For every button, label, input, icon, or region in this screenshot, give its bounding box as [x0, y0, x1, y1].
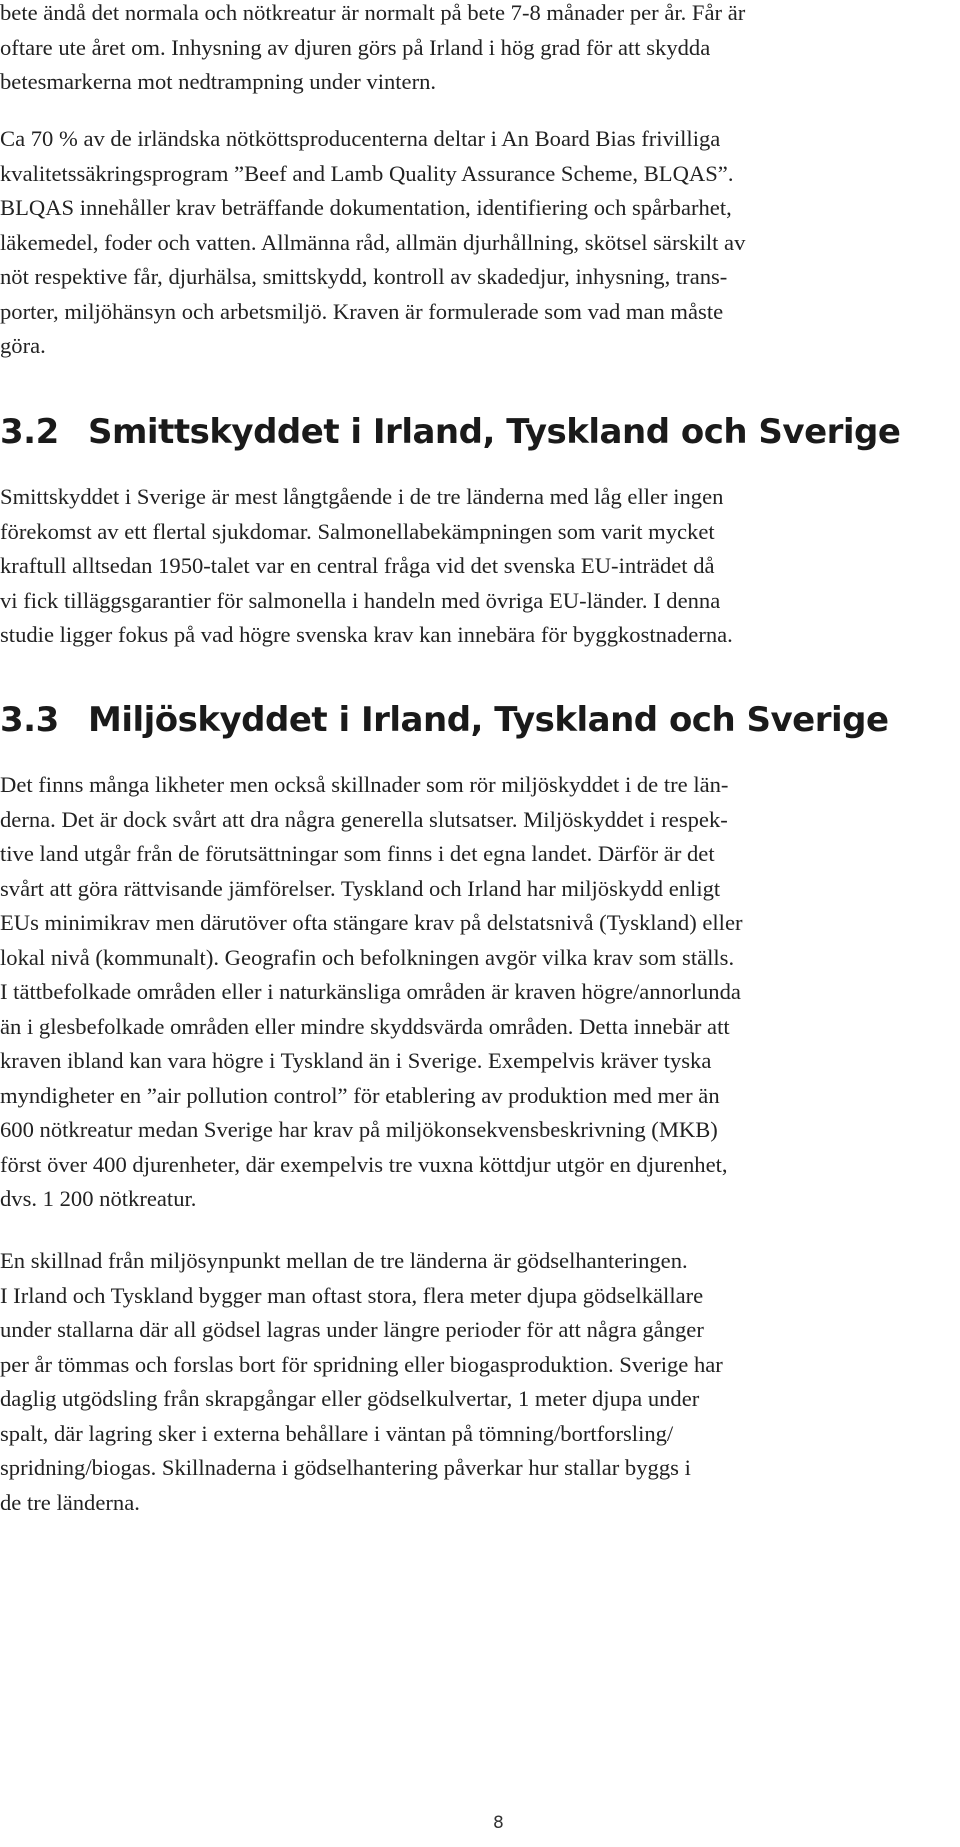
- text-line: studie ligger fokus på vad högre svenska krav kan innebära för byggkostnaderna.: [0, 622, 733, 647]
- section-title: Smittskyddet i Irland, Tyskland och Sverige: [88, 412, 901, 452]
- text-line: tive land utgår från de förutsättningar som finns i det egna landet. Därför är det: [0, 841, 715, 866]
- text-line: myndigheter en ”air pollution control” för etablering av produktion med mer än: [0, 1082, 720, 1108]
- text-line: lokal nivå (kommunalt). Geografin och befolkningen avgör vilka krav som ställs.: [0, 944, 735, 970]
- text-line: per år tömmas och forslas bort för spridning eller biogasproduktion. Sverige har: [0, 1351, 723, 1377]
- text-line: dvs. 1 200 nötkreatur.: [0, 1186, 197, 1211]
- text-line: kraven ibland kan vara högre i Tyskland än i Sverige. Exempelvis kräver tyska: [0, 1048, 712, 1073]
- text-line: derna. Det är dock svårt att dra några generella slutsatser. Miljöskyddet i respek-: [0, 806, 728, 832]
- text-line: En skillnad från miljösynpunkt mellan de tre länderna är gödselhanteringen.: [0, 1248, 688, 1273]
- text-line: Ca 70 % av de irländska nötköttsproducenterna deltar i An Board Bias frivilliga: [0, 126, 721, 151]
- paragraph-smittskydd: [0, 480, 930, 653]
- text-line: daglig utgödsling från skrapgångar eller gödselkulvertar, 1 meter djupa under: [0, 1386, 700, 1411]
- text-line: Smittskyddet i Sverige är mest långtgående i de tre länderna med låg eller ingen: [0, 484, 724, 509]
- text-line: porter, miljöhänsyn och arbetsmiljö. Kraven är formulerade som vad man måste: [0, 298, 724, 324]
- text-line: oftare ute året om. Inhysning av djuren görs på Irland i hög grad för att skydda: [0, 34, 711, 60]
- paragraph-blqas: [0, 122, 930, 364]
- text-line: förekomst av ett flertal sjukdomar. Salmonellabekämpningen som varit mycket: [0, 518, 715, 544]
- section-heading-3-2: [0, 410, 900, 454]
- text-line: spalt, där lagring sker i externa behållare i väntan på tömning/bortforsling/: [0, 1420, 674, 1446]
- text-line: kvalitetssäkringsprogram ”Beef and Lamb Quality Assurance Scheme, BLQAS”.: [0, 160, 734, 186]
- paragraph-godselhantering: [0, 1244, 930, 1520]
- text-line: än i glesbefolkade områden eller mindre skyddsvärda områden. Detta innebär att: [0, 1013, 730, 1039]
- text-line: svårt att göra rättvisande jämförelser. Tyskland och Irland har miljöskydd enligt: [0, 875, 721, 901]
- section-number: 3.2: [0, 412, 59, 452]
- paragraph-miljoskydd: [0, 768, 930, 1217]
- section-heading-3-3: [0, 698, 889, 742]
- text-line: I tättbefolkade områden eller i naturkänsliga områden är kraven högre/annorlunda: [0, 979, 741, 1004]
- text-line: spridning/biogas. Skillnaderna i gödselhantering påverkar hur stallar byggs i: [0, 1455, 691, 1480]
- text-line: betesmarkerna mot nedtrampning under vintern.: [0, 69, 437, 94]
- text-line: nöt respektive får, djurhälsa, smittskydd, kontroll av skadedjur, inhysning, trans-: [0, 264, 728, 289]
- text-line: göra.: [0, 333, 46, 358]
- text-line: läkemedel, foder och vatten. Allmänna råd, allmän djurhållning, skötsel särskilt av: [0, 229, 746, 255]
- text-line: de tre länderna.: [0, 1489, 140, 1515]
- text-line: under stallarna där all gödsel lagras under längre perioder för att några gånger: [0, 1317, 704, 1342]
- section-number: 3.3: [0, 700, 59, 740]
- text-line: BLQAS innehåller krav beträffande dokumentation, identifiering och spårbarhet,: [0, 195, 732, 220]
- page-number: 8: [493, 1813, 504, 1833]
- text-line: först över 400 djurenheter, där exempelvis tre vuxna köttdjur utgör en djurenhet,: [0, 1151, 728, 1177]
- text-line: vi fick tilläggsgarantier för salmonella i handeln med övriga EU-länder. I denna: [0, 587, 721, 613]
- text-line: EUs minimikrav men därutöver ofta stängare krav på delstatsnivå (Tyskland) eller: [0, 910, 743, 935]
- text-line: I Irland och Tyskland bygger man oftast stora, flera meter djupa gödselkällare: [0, 1282, 704, 1308]
- text-line: Det finns många likheter men också skillnader som rör miljöskyddet i de tre län-: [0, 772, 729, 797]
- paragraph-grazing: [0, 0, 930, 100]
- text-line: kraftull alltsedan 1950-talet var en central fråga vid det svenska EU-inträdet då: [0, 553, 715, 578]
- text-line: 600 nötkreatur medan Sverige har krav på miljökonsekvensbeskrivning (MKB): [0, 1117, 718, 1142]
- text-line: bete ändå det normala och nötkreatur är normalt på bete 7-8 månader per år. Får är: [0, 0, 746, 25]
- section-title: Miljöskyddet i Irland, Tyskland och Sverige: [88, 700, 889, 740]
